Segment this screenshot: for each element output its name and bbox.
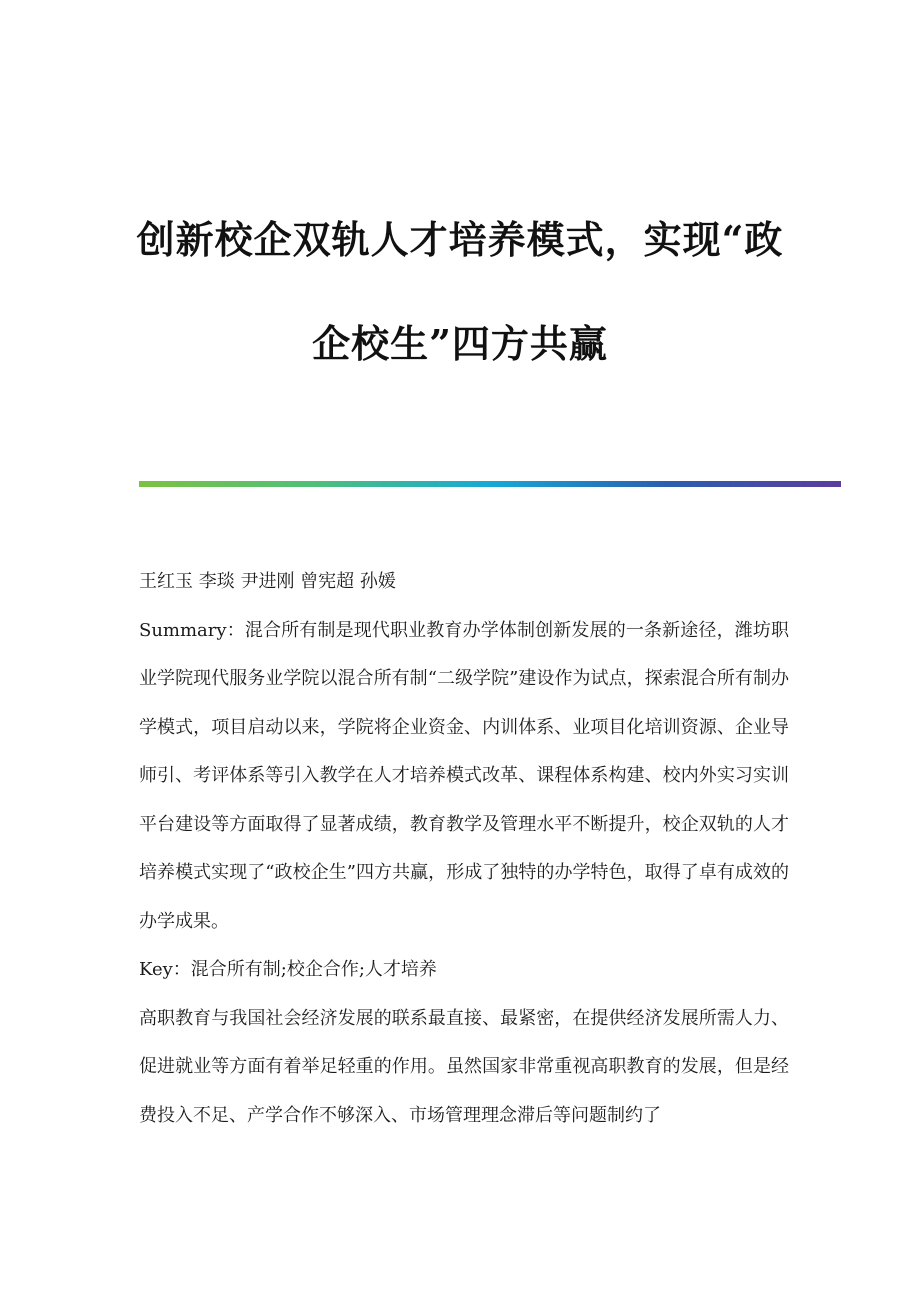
- summary-label: Summary：: [139, 619, 245, 641]
- title-line-2: 企校生”四方共赢: [312, 321, 608, 366]
- title-divider-gradient: [139, 481, 841, 487]
- document-body: [139, 558, 789, 1140]
- summary-paragraph: [139, 607, 789, 947]
- document-title: [120, 188, 800, 396]
- intro-paragraph: 高职教育与我国社会经济发展的联系最直接、最紧密，在提供经济发展所需人力、促进就业等方面有着举足轻重的作用。虽然国家非常重视高职教育的发展，但是经费投入不足、产学合作不够深入、市场管理理念滞后等问题制约了: [139, 1007, 789, 1126]
- keywords-text: 混合所有制;校企合作;人才培养: [190, 959, 437, 980]
- keywords-paragraph: [139, 946, 789, 995]
- keywords-label: Key：: [139, 959, 191, 980]
- title-line-1: 创新校企双轨人才培养模式，实现“政: [136, 217, 784, 262]
- author-list: 王红玉 李琰 尹进刚 曾宪超 孙媛: [139, 571, 396, 592]
- summary-text: 混合所有制是现代职业教育办学体制创新发展的一条新途径，潍坊职业学院现代服务业学院以混合所有制“二级学院”建设作为试点，探索混合所有制办学模式，项目启动以来，学院将企业资金、内训体系、业项目化培训资源、企业导师引、考评体系等引入教学在人才培养模式改革、课程体系构建、校内外实习实训平台建设等方面取得了显著成绩，教育教学及管理水平不断提升，校企双轨的人才培养模式实现了“政校企生”四方共赢，形成了独特的办学特色，取得了卓有成效的办学成果。: [139, 619, 789, 932]
